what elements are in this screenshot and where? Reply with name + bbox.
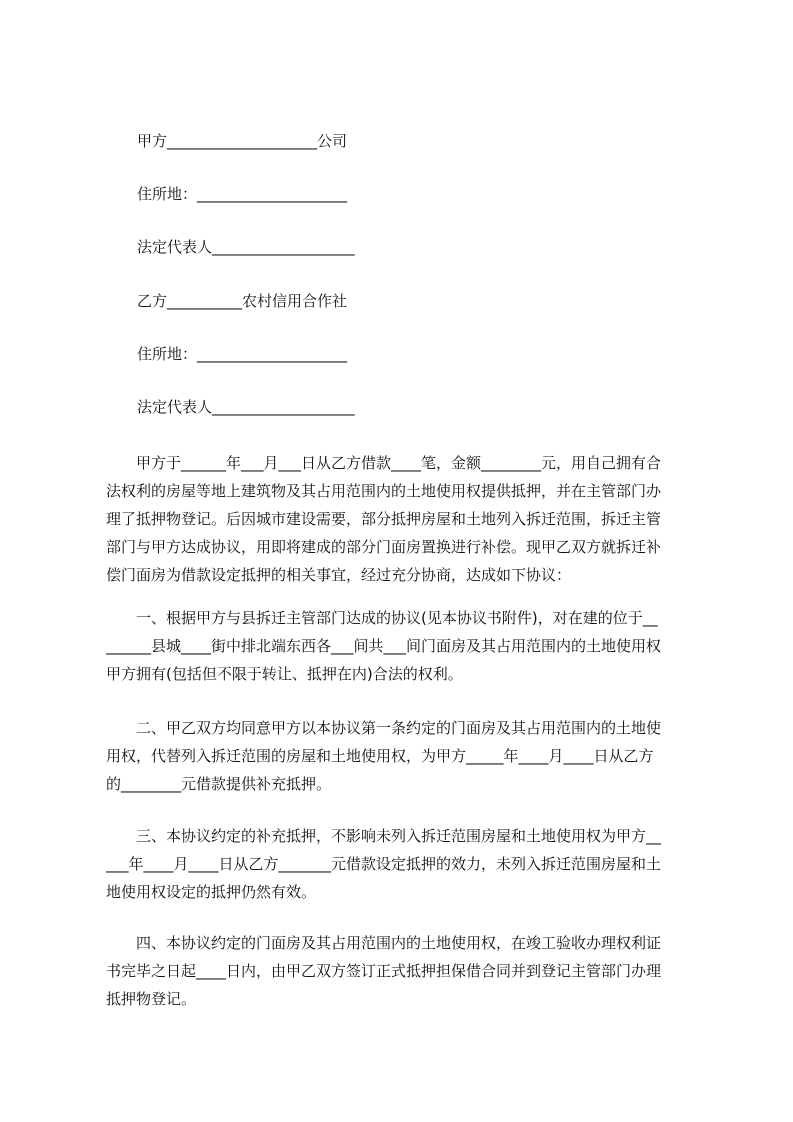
party-a-address-line: 住所地：____________________ [137, 185, 348, 203]
clause-2 [106, 714, 700, 798]
party-b-address-line: 住所地：____________________ [137, 345, 348, 363]
intro-line: 甲方于______年___月___日从乙方借款____笔，金额________元，用自己拥有合 [106, 454, 662, 472]
clause-line: 的________元借款提供补充抵押。 [106, 775, 332, 793]
party-b-representative-line: 法定代表人___________________ [137, 398, 355, 416]
clause-4 [106, 929, 700, 1013]
clause-line: 地使用权设定的抵押仍然有效。 [106, 883, 317, 901]
clause-line: 甲方拥有(包括但不限于转让、抵押在内)合法的权利。 [106, 665, 463, 683]
clause-line: 抵押物登记。 [106, 990, 197, 1008]
clause-line: 一、根据甲方与县拆迁主管部门达成的协议(见本协议书附件)，对在建的位于__ [106, 609, 658, 627]
clause-line: 三、本协议约定的补充抵押，不影响未列入拆迁范围房屋和土地使用权为甲方__ [106, 827, 662, 845]
clause-line: ______县城____街中排北端东西各___间共___间门面房及其占用范围内的土地使用权 [106, 637, 662, 655]
clause-line: 四、本协议约定的门面房及其占用范围内的土地使用权，在竣工验收办理权利证 [106, 934, 662, 952]
party-a-line: 甲方____________________公司 [137, 132, 348, 150]
intro-line: 法权利的房屋等地上建筑物及其占用范围内的土地使用权提供抵押，并在主管部门办 [106, 482, 662, 500]
intro-line: 部门与甲方达成协议，用即将建成的部分门面房置换进行补偿。现甲乙双方就拆迁补 [106, 538, 662, 556]
clause-3 [106, 822, 700, 906]
clause-1 [106, 604, 700, 688]
clause-line: 书完毕之日起____日内，由甲乙双方签订正式抵押担保借合同并到登记主管部门办理 [106, 962, 662, 980]
intro-line: 偿门面房为借款设定抵押的相关事宜，经过充分协商，达成如下协议： [106, 566, 572, 584]
intro-paragraph [106, 449, 700, 589]
clause-line: 用权，代替列入拆迁范围的房屋和土地使用权，为甲方_____年____月____日从乙方 [106, 747, 654, 765]
party-b-line: 乙方__________农村信用合作社 [137, 292, 348, 310]
intro-line: 理了抵押物登记。后因城市建设需要，部分抵押房屋和土地列入拆迁范围，拆迁主管 [106, 510, 662, 528]
clause-line: ___年____月____日从乙方_______元借款设定抵押的效力，未列入拆迁范围房屋和土 [106, 855, 662, 873]
party-a-representative-line: 法定代表人___________________ [137, 238, 355, 256]
clause-line: 二、甲乙双方均同意甲方以本协议第一条约定的门面房及其占用范围内的土地使 [106, 719, 662, 737]
